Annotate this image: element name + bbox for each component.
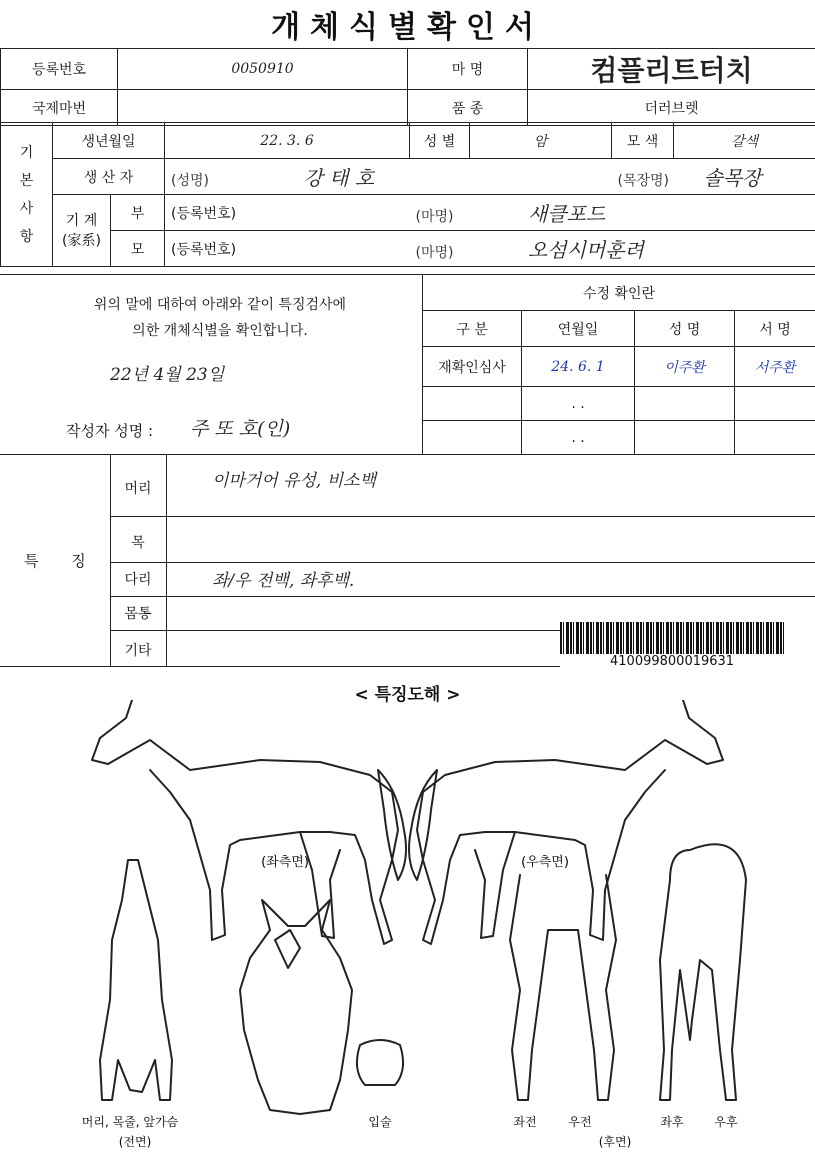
right-fore-label: 우전 (568, 1115, 592, 1129)
revision-cell: 서주환 (735, 347, 815, 387)
diagram-title: < 특징도해 > (354, 685, 461, 705)
rear-label: (후면) (598, 1135, 632, 1149)
revision-cell (635, 387, 735, 421)
breed-value: 더러브렛 (528, 90, 815, 126)
sire-label: 부 (111, 195, 165, 231)
confirm-statement (20, 292, 420, 344)
sex-value: 암 (470, 123, 612, 159)
ranch-cell (612, 159, 815, 195)
barcode (560, 622, 785, 654)
dam-label: 모 (111, 231, 165, 267)
breed-label: 품 종 (408, 90, 528, 126)
revision-header-category: 구 분 (423, 311, 522, 347)
revision-cell (635, 421, 735, 455)
revision-header-name: 성 명 (635, 311, 735, 347)
confirm-text-2: 의한 개체식별을 확인합니다. (132, 323, 308, 339)
producer-label: 생 산 자 (53, 159, 165, 195)
revision-header-date: 연월일 (522, 311, 635, 347)
revision-cell: 24. 6. 1 (522, 347, 635, 387)
front-label: (전면) (118, 1135, 152, 1149)
revision-title: 수정 확인란 (423, 275, 815, 311)
lips-label: 입술 (368, 1115, 392, 1129)
dam-reg-label: (등록번호) (165, 231, 410, 267)
divider (0, 666, 560, 667)
revision-table (422, 274, 815, 455)
sire-name-cell (410, 195, 815, 231)
sire-name-value: 새클포드 (527, 202, 606, 226)
divider (110, 516, 815, 517)
producer-name-cell (165, 159, 612, 195)
birth-value: 22. 3. 6 (165, 123, 410, 159)
revision-cell: . . (522, 421, 635, 455)
barcode-number: 410099800019631 (610, 654, 735, 669)
author-value: 주 또 호(인) (190, 418, 291, 440)
dam-name-label: (마명) (415, 245, 454, 261)
table-row (423, 421, 815, 455)
document-title: 개체식별확인서 (271, 10, 544, 45)
reg-no-value: 0050910 (118, 49, 408, 90)
confirm-date: 22년 4월 23일 (110, 365, 225, 385)
divider (0, 454, 815, 455)
dam-name-cell (410, 231, 815, 267)
head-label: 머리 (124, 481, 152, 497)
basic-section-label: 기본사항 (1, 123, 53, 267)
revision-cell (423, 387, 522, 421)
left-side-caption: (좌측면) (261, 855, 309, 870)
lips-figure (357, 1040, 403, 1085)
sire-reg-label: (등록번호) (165, 195, 410, 231)
right-hind-label: 우후 (714, 1115, 738, 1129)
table-row (423, 347, 815, 387)
reg-no-label: 등록번호 (1, 49, 118, 90)
revision-cell: 이주환 (635, 347, 735, 387)
intl-no-label: 국제마번 (1, 90, 118, 126)
right-side-caption: (우측면) (521, 855, 569, 870)
divider (110, 596, 815, 597)
divider (0, 274, 422, 275)
left-fore-label: 좌전 (513, 1115, 537, 1129)
revision-cell (423, 421, 522, 455)
author-label: 작성자 성명 : (66, 422, 154, 440)
ranch-value: 솔목장 (703, 166, 762, 190)
pedigree-label: 기 계 (家系) (53, 195, 111, 267)
body-label: 몸통 (124, 606, 152, 622)
neck-label: 목 (131, 535, 145, 551)
right-side-horse-figure (409, 700, 723, 944)
leg-label: 다리 (124, 572, 152, 588)
sex-label: 성 별 (410, 123, 470, 159)
basic-info-table (0, 122, 815, 267)
front-head-figure (240, 900, 352, 1114)
color-label: 모 색 (612, 123, 674, 159)
birth-label: 생년월일 (53, 123, 165, 159)
front-legs-figure (510, 875, 616, 1100)
divider (110, 630, 562, 631)
dam-name-value: 오섬시머훈려 (527, 238, 644, 262)
features-section-label: 특 징 (24, 552, 100, 570)
color-value: 갈색 (674, 123, 815, 159)
intl-no-value (118, 90, 408, 126)
confirm-text-1: 위의 말에 대하여 아래와 같이 특징검사에 (93, 297, 347, 313)
sire-name-label: (마명) (415, 209, 454, 225)
revision-cell (735, 387, 815, 421)
header-table (0, 48, 815, 126)
divider (166, 454, 167, 666)
table-row (423, 387, 815, 421)
rear-legs-figure (660, 844, 746, 1100)
divider (110, 562, 815, 563)
left-hind-label: 좌후 (660, 1115, 684, 1129)
revision-cell: . . (522, 387, 635, 421)
revision-cell (735, 421, 815, 455)
ranch-label: (목장명) (617, 173, 670, 189)
producer-name-value: 강 태 호 (303, 166, 375, 190)
horse-diagram (0, 700, 815, 1160)
revision-header-sign: 서 명 (735, 311, 815, 347)
etc-label: 기타 (124, 643, 152, 659)
revision-cell: 재확인심사 (423, 347, 522, 387)
horse-name-value: 컴플리트터치 (528, 49, 815, 90)
horse-name-label: 마 명 (408, 49, 528, 90)
leg-value: 좌/우 전백, 좌후백. (212, 571, 355, 591)
producer-name-label: (성명) (171, 173, 209, 189)
left-side-horse-figure (92, 700, 406, 944)
front-neck-figure (100, 860, 172, 1100)
front-caption: 머리, 목줄, 앞가슴 (81, 1115, 179, 1129)
head-value: 이마거어 유성, 비소백 (212, 471, 377, 491)
